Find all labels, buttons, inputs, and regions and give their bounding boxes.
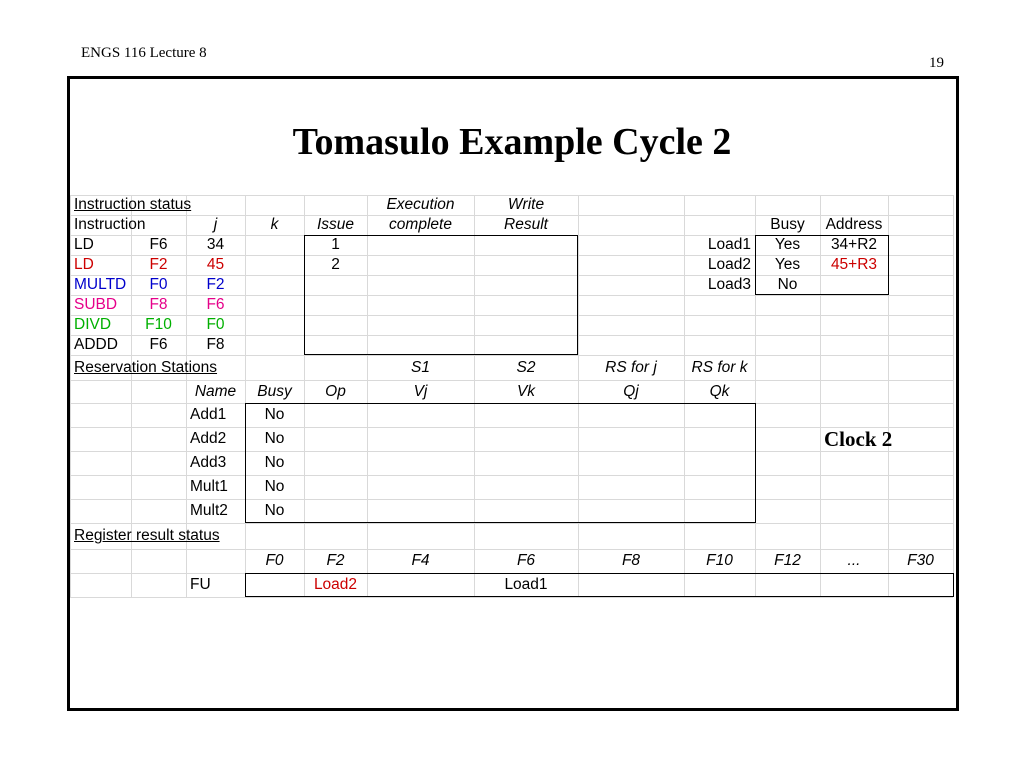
- register-name: F30: [907, 552, 934, 569]
- reservation-station-busy: No: [264, 502, 285, 519]
- instruction-dest: F2: [149, 256, 168, 273]
- instruction-op: LD: [74, 256, 94, 273]
- load-buffer-busy: Yes: [774, 236, 801, 253]
- load-buffer-name: Load1: [707, 236, 751, 253]
- register-name: F2: [326, 552, 345, 569]
- register-name: F4: [411, 552, 430, 569]
- header-execution: Execution: [386, 196, 455, 213]
- reservation-station-name: Mult1: [190, 478, 228, 495]
- header-rs-qk: Qk: [709, 382, 730, 400]
- header-rs-k: RS for k: [691, 358, 748, 376]
- reservation-station-busy: No: [264, 430, 285, 447]
- instruction-dest: F6: [149, 236, 168, 253]
- register-fu-label: FU: [190, 576, 211, 593]
- register-name: F8: [621, 552, 641, 569]
- reservation-station-busy: No: [264, 406, 285, 423]
- register-name: ...: [847, 552, 861, 569]
- register-name: F10: [706, 552, 733, 569]
- register-name: F0: [265, 552, 284, 569]
- instruction-issue: 1: [331, 236, 340, 253]
- instruction-j: F6: [206, 296, 225, 313]
- page-number: 19: [929, 55, 944, 71]
- register-name: F6: [516, 552, 536, 569]
- instruction-dest: F10: [145, 316, 172, 333]
- header-rs-qj: Qj: [623, 382, 639, 400]
- reservation-station-box: [245, 403, 756, 523]
- instruction-j: 45: [206, 256, 225, 273]
- grid-vline: [953, 195, 954, 597]
- header-rs-j: RS for j: [605, 358, 657, 376]
- clock-label: Clock 2: [824, 427, 893, 451]
- load-buffer-name: Load2: [707, 256, 751, 273]
- header-address: Address: [825, 216, 883, 233]
- header-rs-op: Op: [325, 382, 346, 400]
- slide-title: Tomasulo Example Cycle 2: [292, 121, 732, 163]
- grid-hline: [70, 597, 953, 598]
- instruction-dest: F6: [149, 336, 168, 353]
- load-buffer-name: Load3: [707, 276, 751, 293]
- header-rs-busy: Busy: [257, 382, 292, 400]
- load-buffer-busy: Yes: [774, 256, 801, 273]
- header-rs-name: Name: [194, 382, 237, 400]
- header-j: j: [213, 216, 218, 233]
- instruction-j: 34: [206, 236, 225, 253]
- reservation-station-busy: No: [264, 478, 285, 495]
- register-fu-value: Load1: [504, 576, 548, 593]
- header-complete: complete: [389, 216, 452, 233]
- grid-hline: [70, 549, 953, 550]
- course-header: ENGS 116 Lecture 8: [81, 45, 207, 61]
- instruction-j: F2: [206, 276, 225, 293]
- instruction-issue: 2: [331, 256, 340, 273]
- section-label-instruction-status: Instruction status: [74, 196, 192, 213]
- grid-hline: [70, 355, 953, 356]
- instruction-dest: F0: [149, 276, 168, 293]
- instruction-j: F8: [206, 336, 225, 353]
- header-rs-vj: Vj: [413, 382, 428, 400]
- reservation-station-name: Add2: [190, 430, 227, 447]
- header-write: Write: [507, 196, 545, 213]
- reservation-station-name: Mult2: [190, 502, 228, 519]
- instruction-j: F0: [206, 316, 225, 333]
- header-issue: Issue: [316, 216, 355, 233]
- instruction-op: LD: [74, 236, 94, 253]
- header-s1: S1: [411, 358, 430, 376]
- instruction-op: MULTD: [74, 276, 127, 293]
- reservation-station-name: Add3: [190, 454, 227, 471]
- load-buffer-busy: No: [777, 276, 798, 293]
- instruction-op: DIVD: [74, 316, 112, 333]
- header-load-busy: Busy: [770, 216, 805, 233]
- header-k: k: [270, 216, 279, 233]
- register-name: F12: [774, 552, 801, 569]
- reservation-station-name: Add1: [190, 406, 227, 423]
- header-result: Result: [504, 216, 548, 233]
- load-buffer-address: 34+R2: [830, 236, 878, 253]
- reservation-station-busy: No: [264, 454, 285, 471]
- header-s2: S2: [516, 358, 536, 376]
- instruction-op: SUBD: [74, 296, 118, 313]
- section-label-register-status: Register result status: [74, 527, 220, 544]
- header-instruction: Instruction: [74, 216, 146, 233]
- register-fu-value: Load2: [313, 576, 358, 593]
- header-rs-vk: Vk: [516, 382, 536, 400]
- instruction-dest: F8: [149, 296, 168, 313]
- load-buffer-address: 45+R3: [830, 256, 878, 273]
- section-label-reservation-stations: Reservation Stations: [74, 358, 218, 376]
- grid-hline: [70, 523, 953, 524]
- instruction-op: ADDD: [74, 336, 118, 353]
